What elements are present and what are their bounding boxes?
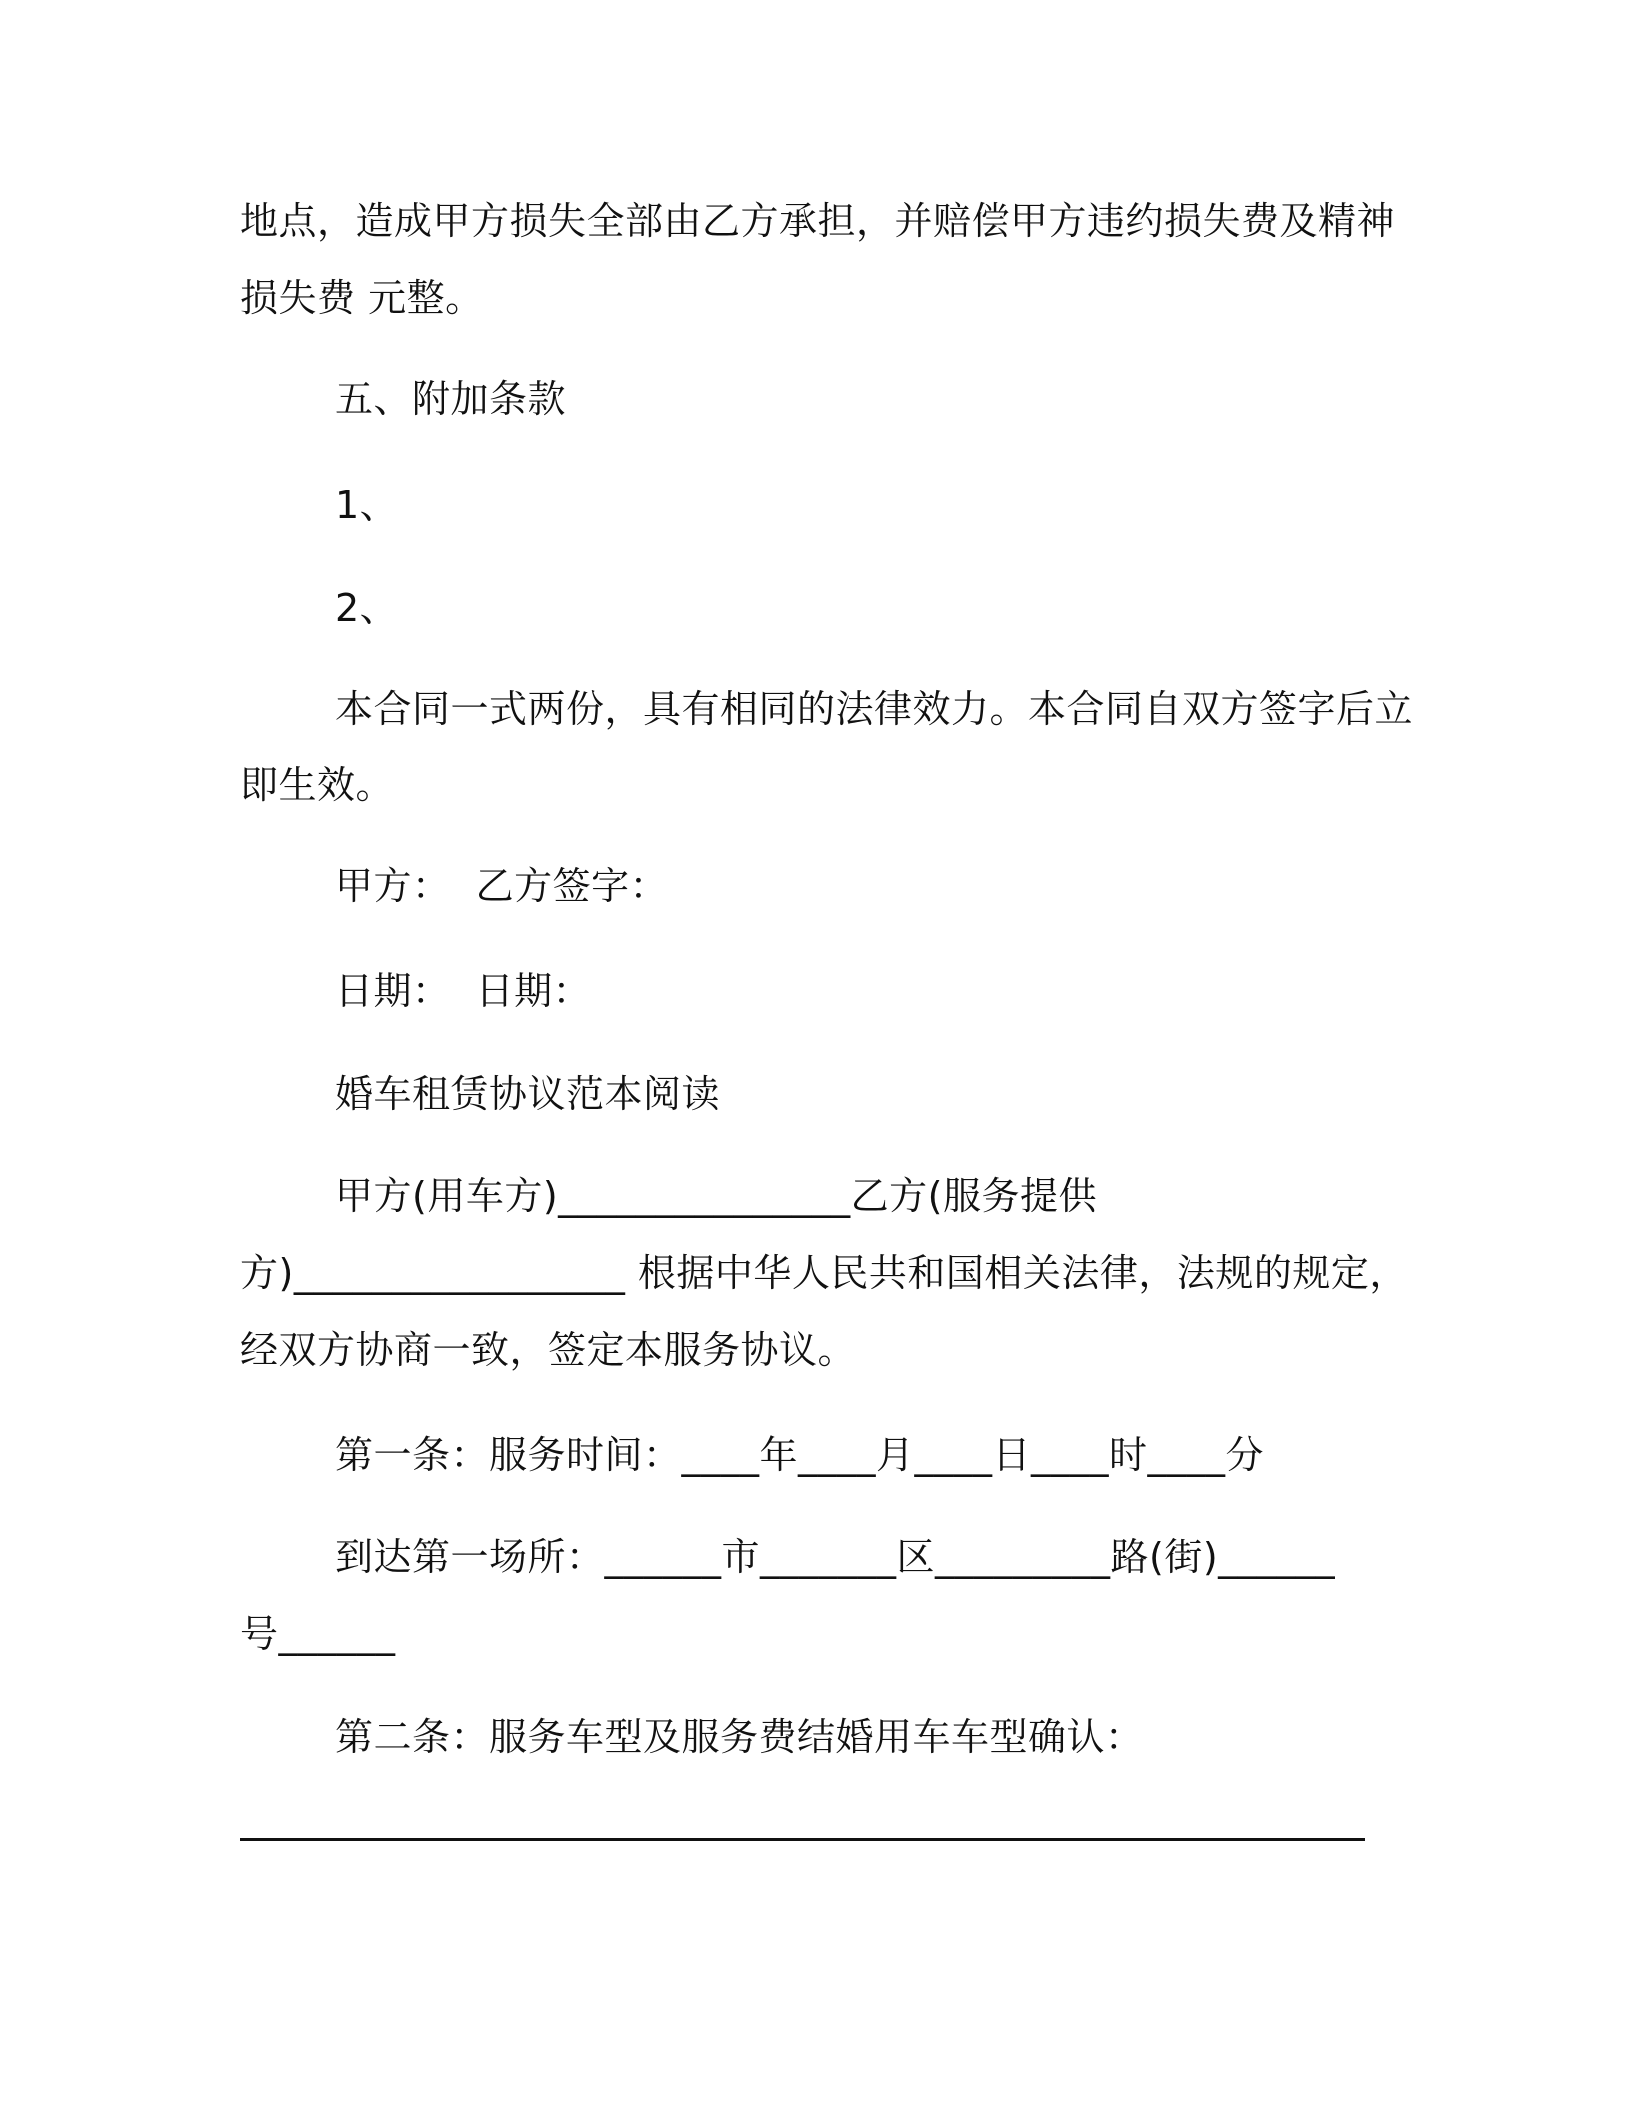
paragraph-line: 方)_________________ 根据中华人民共和国相关法律，法规的规定，	[240, 1251, 1408, 1295]
paragraph-line: 即生效。	[240, 763, 395, 807]
document-title: 婚车租赁协议范本阅读	[335, 1072, 721, 1116]
clause-line: 第二条：服务车型及服务费结婚用车车型确认：	[335, 1715, 1144, 1759]
section-heading: 五、附加条款	[335, 377, 567, 421]
clause-line: 到达第一场所：______市_______区_________路(街)______	[335, 1535, 1336, 1579]
paragraph-line: 本合同一式两份，具有相同的法律效力。本合同自双方签字后立	[335, 687, 1414, 731]
paragraph-line: 损失费 元整。	[240, 276, 484, 320]
paragraph-line: 甲方(用车方)_______________乙方(服务提供	[335, 1174, 1097, 1218]
clause-line: 第一条：服务时间：____年____月____日____时____分	[335, 1433, 1265, 1477]
paragraph-line: 地点，造成甲方损失全部由乙方承担，并赔偿甲方违约损失费及精神	[240, 199, 1396, 243]
date-line: 日期： 日期：	[335, 969, 592, 1013]
list-item: 1、	[335, 483, 399, 527]
paragraph-line: 经双方协商一致，签定本服务协议。	[240, 1328, 857, 1372]
signature-line: 甲方： 乙方签字：	[335, 864, 669, 908]
blank-underline	[240, 1838, 1365, 1841]
clause-line: 号______	[240, 1612, 396, 1656]
list-item: 2、	[335, 586, 399, 630]
